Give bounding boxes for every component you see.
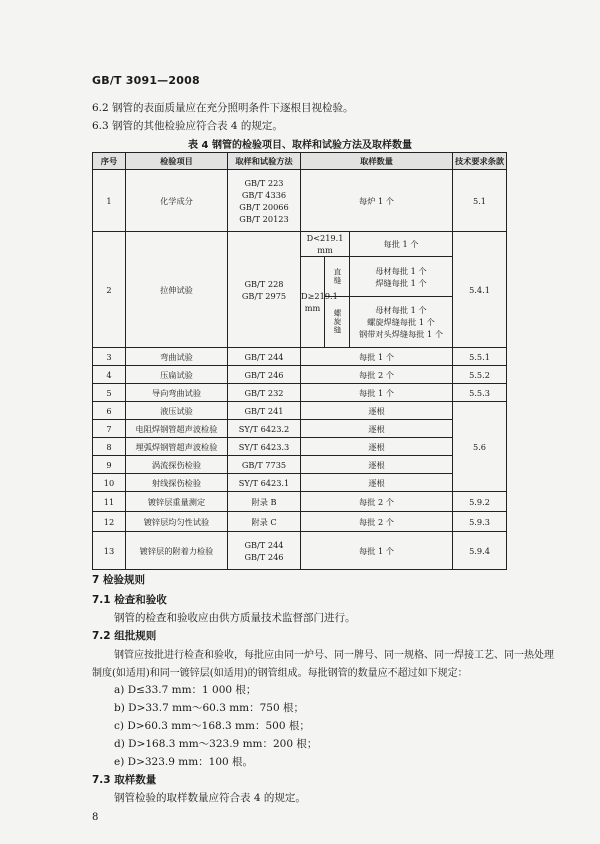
batch-limit-e: e) D>323.9 mm：100 根。: [114, 756, 254, 768]
section-7-2-text-line2: 制度(如适用)和同一镀锌层(如适用)的钢管组成。每批钢管的数量应不超过如下规定：: [92, 668, 468, 679]
row-method: GB/T 244: [228, 348, 301, 366]
table-row: [93, 512, 507, 532]
row-method: GB/T 7735: [228, 456, 301, 474]
row-clause: 5.6: [453, 402, 507, 492]
row-qty: 逐根: [301, 402, 453, 420]
section-7-1-text: 钢管的检查和验收应由供方质量技术监督部门进行。: [114, 612, 356, 624]
row-clause: 5.9.2: [453, 492, 507, 512]
row-no: 13: [93, 532, 126, 570]
row-no: 7: [93, 420, 126, 438]
row-qty: 逐根: [301, 474, 453, 492]
table-header-row: [93, 153, 507, 170]
table-row: [93, 420, 507, 438]
batch-limit-c: c) D>60.3 mm～168.3 mm：500 根；: [114, 720, 310, 732]
row-method: SY/T 6423.1: [228, 474, 301, 492]
small-diameter-condition: D<219.1 mm: [301, 232, 350, 257]
clause-6-3: 6.3 钢管的其他检验应符合表 4 的规定。: [92, 120, 283, 132]
table-row: [93, 402, 507, 420]
row-item: 压扁试验: [126, 366, 228, 384]
header-no: 序号: [93, 153, 126, 170]
straight-seam-label: 直缝: [325, 257, 350, 297]
row-qty: 逐根: [301, 420, 453, 438]
row-item: 拉伸试验: [126, 232, 228, 348]
row-qty: 逐根: [301, 456, 453, 474]
row-no: 8: [93, 438, 126, 456]
row-item: 镀锌层重量测定: [126, 492, 228, 512]
row-item: 镀锌层均匀性试验: [126, 512, 228, 532]
section-7-1-title: 7.1 检查和验收: [92, 594, 167, 606]
row-method: GB/T 232: [228, 384, 301, 402]
row-qty: 每批 1 个: [301, 532, 453, 570]
table-row: [93, 492, 507, 512]
row-item: 导向弯曲试验: [126, 384, 228, 402]
table-row: [93, 232, 507, 257]
section-7-2-title: 7.2 组批规则: [92, 630, 157, 642]
row-method: GB/T 223 GB/T 4336 GB/T 20066 GB/T 20123: [228, 170, 301, 232]
row-clause: 5.9.3: [453, 512, 507, 532]
table-row: [93, 532, 507, 570]
row-method: 附录 C: [228, 512, 301, 532]
table-title: 表 4 钢管的检验项目、取样和试验方法及取样数量: [188, 140, 412, 151]
section-7-2-text-line1: 钢管应按批进行检查和验收，每批应由同一炉号、同一牌号、同一规格、同一焊接工艺、同一热处理: [114, 650, 554, 661]
section-7-3-title: 7.3 取样数量: [92, 774, 157, 786]
row-item: 镀锌层的附着力检验: [126, 532, 228, 570]
header-clause: 技术要求条款: [453, 153, 507, 170]
clause-6-2: 6.2 钢管的表面质量应在充分照明条件下逐根目视检验。: [92, 102, 354, 114]
row-method: SY/T 6423.3: [228, 438, 301, 456]
row-no: 9: [93, 456, 126, 474]
row-no: 6: [93, 402, 126, 420]
row-method: SY/T 6423.2: [228, 420, 301, 438]
row-item: 电阻焊钢管超声波检验: [126, 420, 228, 438]
row-item: 涡流探伤检验: [126, 456, 228, 474]
row-method: GB/T 246: [228, 366, 301, 384]
row-clause: 5.4.1: [453, 232, 507, 348]
row-qty: 每批 1 个: [301, 348, 453, 366]
row-no: 11: [93, 492, 126, 512]
table-row: [93, 438, 507, 456]
row-clause: 5.5.2: [453, 366, 507, 384]
row-clause: 5.9.4: [453, 532, 507, 570]
row-method: GB/T 241: [228, 402, 301, 420]
row-no: 3: [93, 348, 126, 366]
row-qty: 每批 2 个: [301, 366, 453, 384]
row-item: 液压试验: [126, 402, 228, 420]
row-item: 射线探伤检验: [126, 474, 228, 492]
header-method: 取样和试验方法: [228, 153, 301, 170]
straight-seam-qty: 母材每批 1 个 焊缝每批 1 个: [350, 257, 453, 297]
header-item: 检验项目: [126, 153, 228, 170]
row-no: 12: [93, 512, 126, 532]
row-qty: 每批 1 个: [301, 384, 453, 402]
row-qty: 每炉 1 个: [301, 170, 453, 232]
row-qty: 每批 2 个: [301, 492, 453, 512]
row-clause: 5.1: [453, 170, 507, 232]
row-no: 1: [93, 170, 126, 232]
row-method: GB/T 228 GB/T 2975: [228, 232, 301, 348]
spiral-seam-qty: 母材每批 1 个 螺旋焊缝每批 1 个 钢带对头焊缝每批 1 个: [350, 297, 453, 348]
batch-limit-d: d) D>168.3 mm～323.9 mm：200 根；: [114, 738, 318, 750]
inspection-table: [92, 152, 507, 570]
row-item: 埋弧焊钢管超声波检验: [126, 438, 228, 456]
row-method: GB/T 244 GB/T 246: [228, 532, 301, 570]
row-item: 化学成分: [126, 170, 228, 232]
large-diameter-condition: D≥219.1 mm: [301, 257, 325, 348]
table-row: [93, 474, 507, 492]
row-no: 5: [93, 384, 126, 402]
table-row: [93, 170, 507, 232]
section-7-3-text: 钢管检验的取样数量应符合表 4 的规定。: [114, 792, 306, 804]
page-number: 8: [92, 812, 99, 823]
header-qty: 取样数量: [301, 153, 453, 170]
row-no: 4: [93, 366, 126, 384]
table-row: [93, 348, 507, 366]
row-item: 弯曲试验: [126, 348, 228, 366]
row-qty: 每批 2 个: [301, 512, 453, 532]
row-qty: 逐根: [301, 438, 453, 456]
table-row: [93, 456, 507, 474]
row-clause: 5.5.1: [453, 348, 507, 366]
row-method: 附录 B: [228, 492, 301, 512]
standard-header: GB/T 3091—2008: [92, 74, 200, 87]
row-no: 2: [93, 232, 126, 348]
small-diameter-qty: 每批 1 个: [350, 232, 453, 257]
spiral-seam-label: 螺旋缝: [325, 297, 350, 348]
table-row: [93, 366, 507, 384]
batch-limit-b: b) D>33.7 mm～60.3 mm：750 根；: [114, 702, 305, 714]
table-row: [93, 384, 507, 402]
section-7-title: 7 检验规则: [92, 574, 145, 586]
row-no: 10: [93, 474, 126, 492]
row-clause: 5.5.3: [453, 384, 507, 402]
batch-limit-a: a) D≤33.7 mm：1 000 根；: [114, 684, 257, 696]
